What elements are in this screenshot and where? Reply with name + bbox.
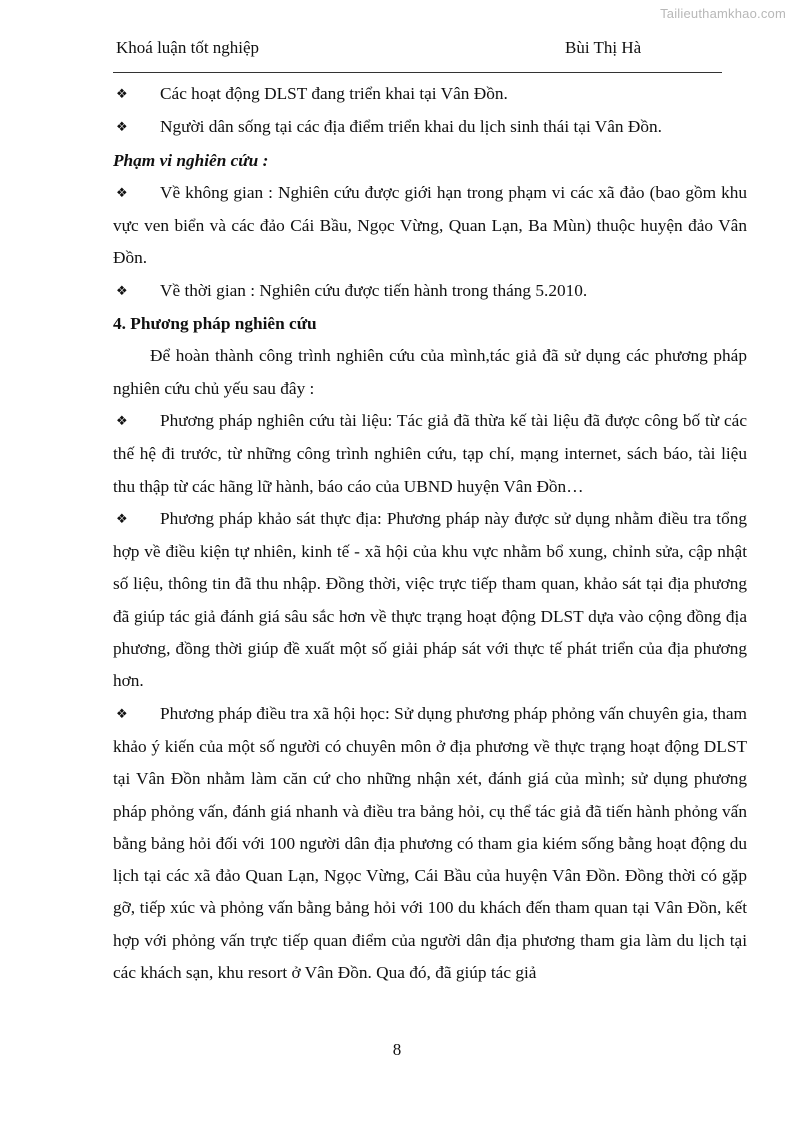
bullet-text: Phương pháp khảo sát thực địa: Phương pháp này được sử dụng nhằm điều tra tổng hợp về điều kiện tự nhiên, kinh tế - xã hội của khu vực nhằm bổ xung, chỉnh sửa, cập nhật số liệu, thông tin đã thu nhập. Đồng thời, việc trực tiếp tham quan, khảo sát tại địa phương đã giúp tác giả đánh giá sâu sắc hơn về thực trạng hoạt động DLST dựa vào cộng đồng địa phương, đồng thời giúp đề xuất một số giải pháp sát với thực tế phát triển của địa phương hơn. — [113, 508, 747, 691]
watermark: Tailieuthamkhao.com — [660, 6, 786, 21]
bullet-item — [113, 405, 747, 503]
bullet-item — [113, 78, 747, 111]
diamond-bullet-icon: ❖ — [116, 413, 128, 429]
header-thesis-title: Khoá luận tốt nghiệp — [116, 38, 260, 57]
bullet-item — [113, 275, 747, 308]
bullet-item — [113, 177, 747, 275]
page-header — [113, 38, 722, 73]
document-body — [113, 78, 747, 989]
bullet-text: Phương pháp điều tra xã hội học: Sử dụng phương pháp phỏng vấn chuyên gia, tham khảo ý kiến của một số người có chuyên môn ở địa phương về thực trạng hoạt động DLST tại Vân Đồn nhằm làm căn cứ cho những nhận xét, đánh giá của mình; sử dụng phương pháp phỏng vấn, đánh giá nhanh và điều tra bảng hỏi, cụ thể tác giả đã tiến hành phỏng vấn bằng bảng hỏi đối với 100 người dân địa phương có tham gia kiém sống bằng hoạt động du lịch tại các xã đảo Quan Lạn, Ngọc Vừng, Cái Bầu của huyện Vân Đồn. Đồng thời có gặp gỡ, tiếp xúc và phỏng vấn bằng bảng hỏi với 100 du khách đến tham quan tại Vân Đồn, kết hợp với phỏng vấn trực tiếp quan điểm của người dân địa phương tham gia làm du lịch tại các khách sạn, khu resort ở Vân Đồn. Qua đó, đã giúp tác giả — [113, 703, 747, 983]
diamond-bullet-icon: ❖ — [116, 706, 128, 722]
bullet-item — [113, 698, 747, 990]
bullet-item — [113, 111, 747, 144]
bullet-text: Về không gian : Nghiên cứu được giới hạn trong phạm vi các xã đảo (bao gồm khu vực ven biển và các đảo Cái Bầu, Ngọc Vừng, Quan Lạn, Ba Mùn) thuộc huyện đảo Vân Đồn. — [113, 182, 747, 268]
diamond-bullet-icon: ❖ — [116, 87, 128, 102]
diamond-bullet-icon: ❖ — [116, 283, 128, 299]
bullet-text: Về thời gian : Nghiên cứu được tiến hành trong tháng 5.2010. — [160, 280, 588, 300]
scope-heading: Phạm vi nghiên cứu : — [113, 150, 269, 170]
bullet-text: Người dân sống tại các địa điểm triển khai du lịch sinh thái tại Vân Đồn. — [160, 117, 662, 137]
bullet-text: Phương pháp nghiên cứu tài liệu: Tác giả đã thừa kế tài liệu đã được công bố từ các thế hệ đi trước, từ những công trình nghiên cứu, tạp chí, mạng internet, sách báo, tài liệu thu thập từ các hãng lữ hành, báo cáo của UBND huyện Vân Đồn… — [113, 410, 747, 496]
bullet-text: Các hoạt động DLST đang triển khai tại Vân Đồn. — [160, 84, 508, 103]
method-intro-paragraph: Để hoàn thành công trình nghiên cứu của mình,tác giả đã sử dụng các phương pháp nghiên cứu chủ yếu sau đây : — [113, 346, 747, 398]
diamond-bullet-icon: ❖ — [116, 185, 128, 201]
diamond-bullet-icon: ❖ — [116, 120, 128, 136]
bullet-item — [113, 503, 747, 698]
page-number: 8 — [392, 1040, 402, 1059]
method-heading: 4. Phương pháp nghiên cứu — [113, 314, 317, 334]
header-author-name: Bùi Thị Hà — [565, 38, 642, 57]
diamond-bullet-icon: ❖ — [116, 511, 128, 527]
